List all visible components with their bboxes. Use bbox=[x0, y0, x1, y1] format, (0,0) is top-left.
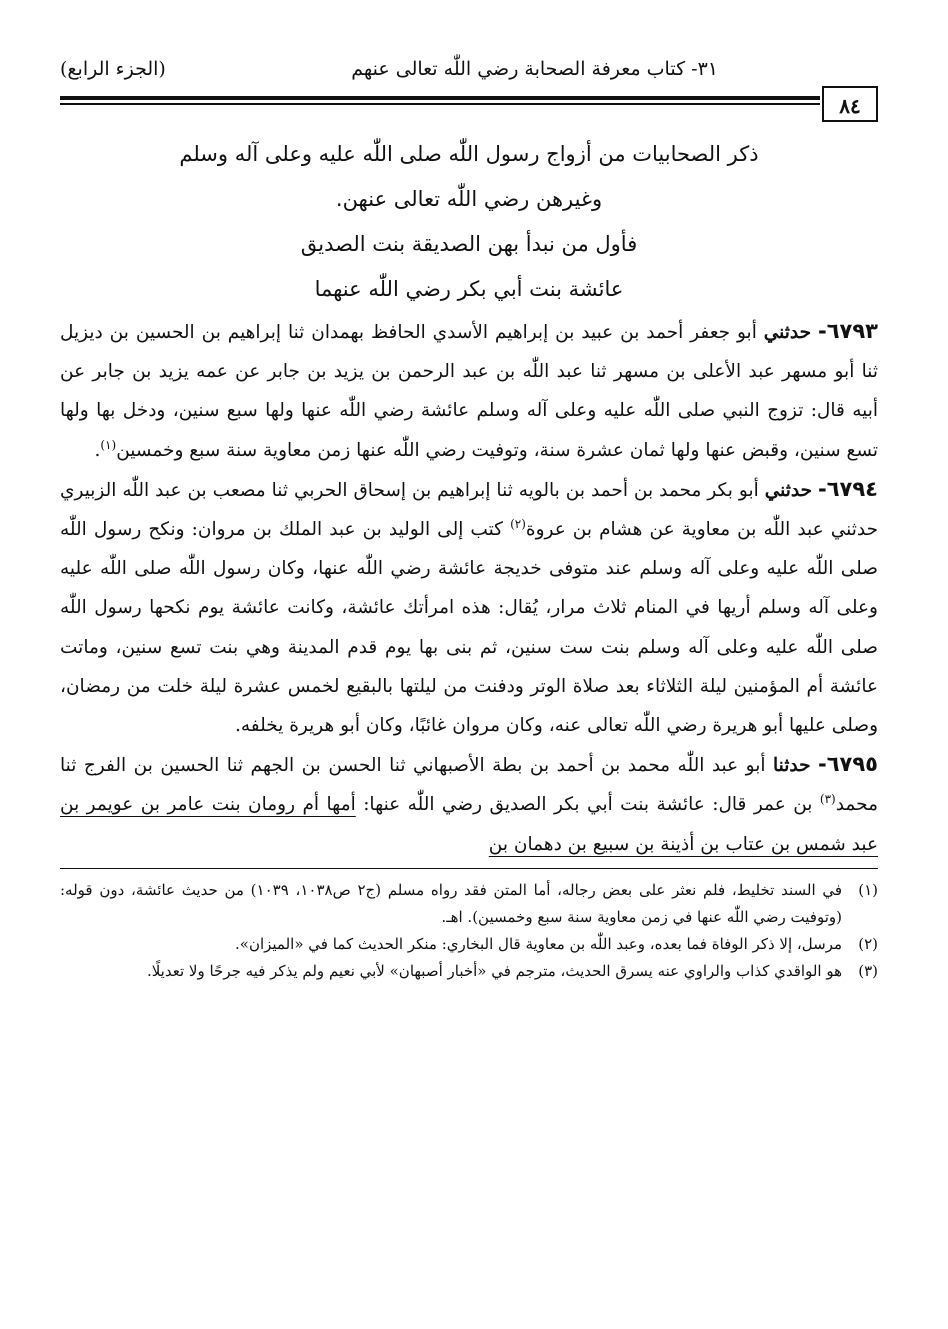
hadith-text-tail: كتب إلى الوليد بن عبد الملك بن مروان: ونكح رسول اللّٰه صلى اللّٰه عليه وعلى آله وسلم عند متوفى خديجة عائشة رضي اللّٰه عنها، وكان رسول اللّٰه صلى اللّٰه عليه وعلى آله وسلم أريها في المنام ثلاث مرار، يُقال: هذه امرأتك عائشة، وكانت عائشة يوم نكحها رسول اللّٰه صلى اللّٰه عليه وعلى آله وسلم بنت ست سنين، ثم بنى بها يوم قدم المدينة وهي بنت تسع سنين، وماتت عائشة أم المؤمنين ليلة الثلاثاء بعد صلاة الوتر ودفنت من ليلتها بالبقيع لخمس عشرة ليلة خلت من رمضان، وصلى عليها أبو هريرة رضي اللّٰه تعالى عنه، وكان مروان غائبًا، وكان أبو هريرة يخلفه. bbox=[60, 519, 879, 737]
chapter-heading-line-4: عائشة بنت أبي بكر رضي اللّٰه عنهما bbox=[314, 277, 624, 301]
hadith-lead-word: حدثنا bbox=[772, 755, 811, 777]
footnote-number: (١) bbox=[858, 881, 878, 900]
hadith-6794 bbox=[60, 470, 878, 745]
volume-label: (الجزء الرابع) bbox=[60, 58, 166, 80]
footnote-2 bbox=[60, 931, 878, 958]
footnote-1 bbox=[60, 877, 878, 931]
hadith-number: ٦٧٩٥- bbox=[817, 752, 878, 777]
footnote-text: في السند تخليط، فلم نعثر على بعض رجاله، أما المتن فقد رواه مسلم (ج٢ ص١٠٣٨، ١٠٣٩) من حديث عائشة، دون قوله: (وتوفيت رضي اللّٰه عنها في زمن معاوية سنة سبع وخمسين). اهـ. bbox=[60, 881, 843, 927]
footnote-reference: (٢) bbox=[510, 516, 526, 531]
footnote-reference: (١) bbox=[100, 437, 117, 452]
footnote-number: (٢) bbox=[858, 935, 878, 954]
hadith-lead-word: حدثني bbox=[764, 479, 813, 501]
footnote-3 bbox=[60, 958, 878, 985]
hadith-text: أبو عبد اللّٰه محمد بن أحمد بن بطة الأصبهاني ثنا الحسن بن الجهم ثنا الحسين بن الفرج ثنا محمد bbox=[60, 755, 878, 816]
underlined-text: أمها أم رومان بنت عامر بن عويمر بن عبد شمس بن عتاب بن أذينة بن سبيع بن دهمان بن bbox=[60, 794, 878, 855]
hadith-text: أبو جعفر أحمد بن عبيد بن إبراهيم الأسدي الحافظ بهمدان ثنا إبراهيم بن الحسين بن ديزيل ثنا أبو مسهر عبد الأعلى بن مسهر ثنا عبد اللّٰه بن عبد الرحمن بن يزيد بن جابر عن عمه يزيد بن جابر عن أبيه قال: تزوج النبي صلى اللّٰه عليه وعلى آله وسلم عائشة رضي اللّٰه عنها ولها سبع سنين، ودخل بها ولها تسع سنين، وقبض عنها ولها ثمان عشرة سنة، وتوفيت رضي اللّٰه عنها زمن معاوية سنة سبع وخمسين bbox=[60, 322, 878, 461]
header-rule-thick bbox=[60, 96, 820, 100]
hadith-6793 bbox=[60, 312, 878, 470]
chapter-heading-line-3: فأول من نبدأ بهن الصديقة بنت الصديق bbox=[300, 232, 638, 256]
hadith-text: أبو بكر محمد بن أحمد بن بالويه ثنا إبراهيم بن إسحاق الحربي ثنا مصعب بن عبد اللّٰه الزبيري حدثني عبد اللّٰه بن معاوية عن هشام بن عروة bbox=[60, 479, 879, 541]
footnote-text: مرسل، إلا ذكر الوفاة فما بعده، وعبد اللّٰه بن معاوية قال البخاري: منكر الحديث كما في «الميزان». bbox=[235, 935, 842, 954]
book-title: ٣١- كتاب معرفة الصحابة رضي اللّٰه تعالى عنهم bbox=[351, 58, 718, 80]
chapter-heading-line-1: ذكر الصحابيات من أزواج رسول اللّٰه صلى اللّٰه عليه وعلى آله وسلم bbox=[179, 142, 759, 166]
page-number: ٨٤ bbox=[822, 86, 878, 122]
document-page bbox=[60, 52, 878, 985]
hadith-number: ٦٧٩٣- bbox=[818, 319, 878, 343]
hadith-6795 bbox=[60, 745, 878, 864]
footnote-number: (٣) bbox=[858, 962, 878, 981]
hadith-text-tail: بن عمر قال: عائشة بنت أبي بكر الصديق رضي اللّٰه عنها: bbox=[363, 794, 813, 816]
header-rule-thin bbox=[60, 103, 820, 105]
running-header bbox=[60, 52, 878, 86]
hadith-lead-word: حدثني bbox=[763, 322, 812, 343]
header-rule bbox=[60, 86, 878, 126]
footnote-reference: (٣) bbox=[819, 792, 836, 807]
hadith-number: ٦٧٩٤- bbox=[817, 476, 878, 501]
chapter-heading-line-2: وغيرهن رضي اللّٰه تعالى عنهن. bbox=[335, 187, 603, 211]
footnote-divider bbox=[60, 868, 878, 870]
footnote-text: هو الواقدي كذاب والراوي عنه يسرق الحديث، مترجم في «أخبار أصبهان» لأبي نعيم ولم يذكر فيه جرحًا ولا تعديلًا. bbox=[146, 962, 842, 981]
hadith-text-tail: . bbox=[94, 439, 101, 461]
